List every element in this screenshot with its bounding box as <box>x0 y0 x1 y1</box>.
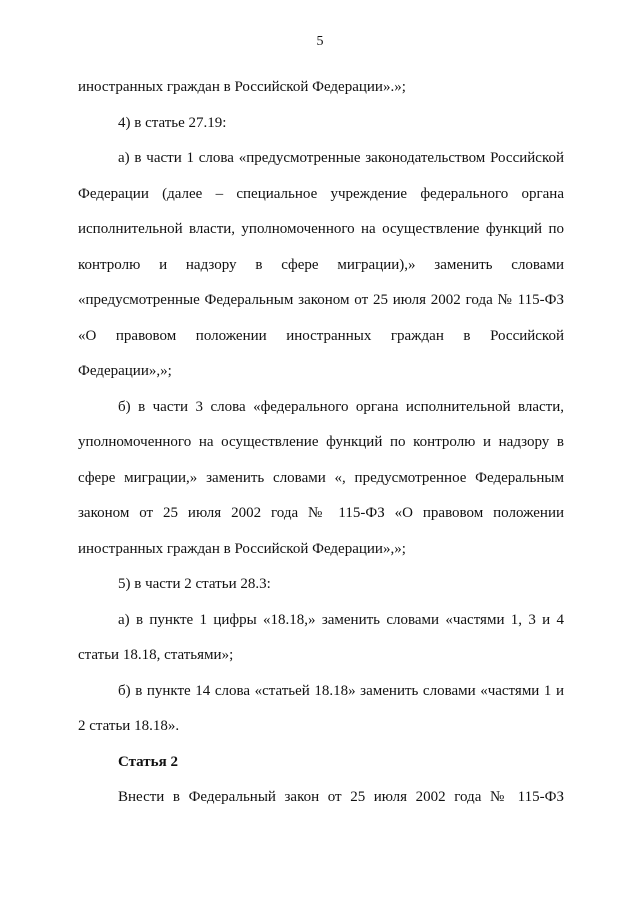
article-text: Внести в Федеральный закон от 25 июля 2002 года № 115-ФЗ <box>118 789 564 805</box>
paragraph-item-5: 5) в части 2 статьи 28.3: <box>118 576 271 592</box>
paragraph-item-4: 4) в статье 27.19: <box>118 114 227 131</box>
paragraph-item-5b: б) в пункте 14 слова «статьей 18.18» заменить словами «частями 1 и 2 статьи 18.18». <box>78 682 564 734</box>
article-heading: Статья 2 <box>118 753 178 770</box>
document-body <box>78 70 564 816</box>
paragraph-item-5a: а) в пункте 1 цифры «18.18,» заменить словами «частями 1, 3 и 4 статьи 18.18, статьями»; <box>78 611 564 663</box>
paragraph-continuation: иностранных граждан в Российской Федерации».»; <box>78 79 406 95</box>
page-number: 5 <box>316 34 324 49</box>
paragraph-item-4a: а) в части 1 слова «предусмотренные законодательством Российской Федерации (далее – специальное учреждение федерального органа исполнительной власти, уполномоченного на осуществление функций по контролю и надзору в сфере миграции),» заменить словами «предусмотренные Федеральным законом от 25 июля 2002 года № 115-ФЗ «О правовом положении иностранных граждан в Российской Федерации»,»; <box>78 150 564 379</box>
paragraph-item-4b: б) в части 3 слова «федерального органа исполнительной власти, уполномоченного на осуществление функций по контролю и надзору в сфере миграции,» заменить словами «, предусмотренное Федеральным законом от 25 июля 2002 года № 115-ФЗ «О правовом положении иностранных граждан в Российской Федерации»,»; <box>78 398 564 557</box>
